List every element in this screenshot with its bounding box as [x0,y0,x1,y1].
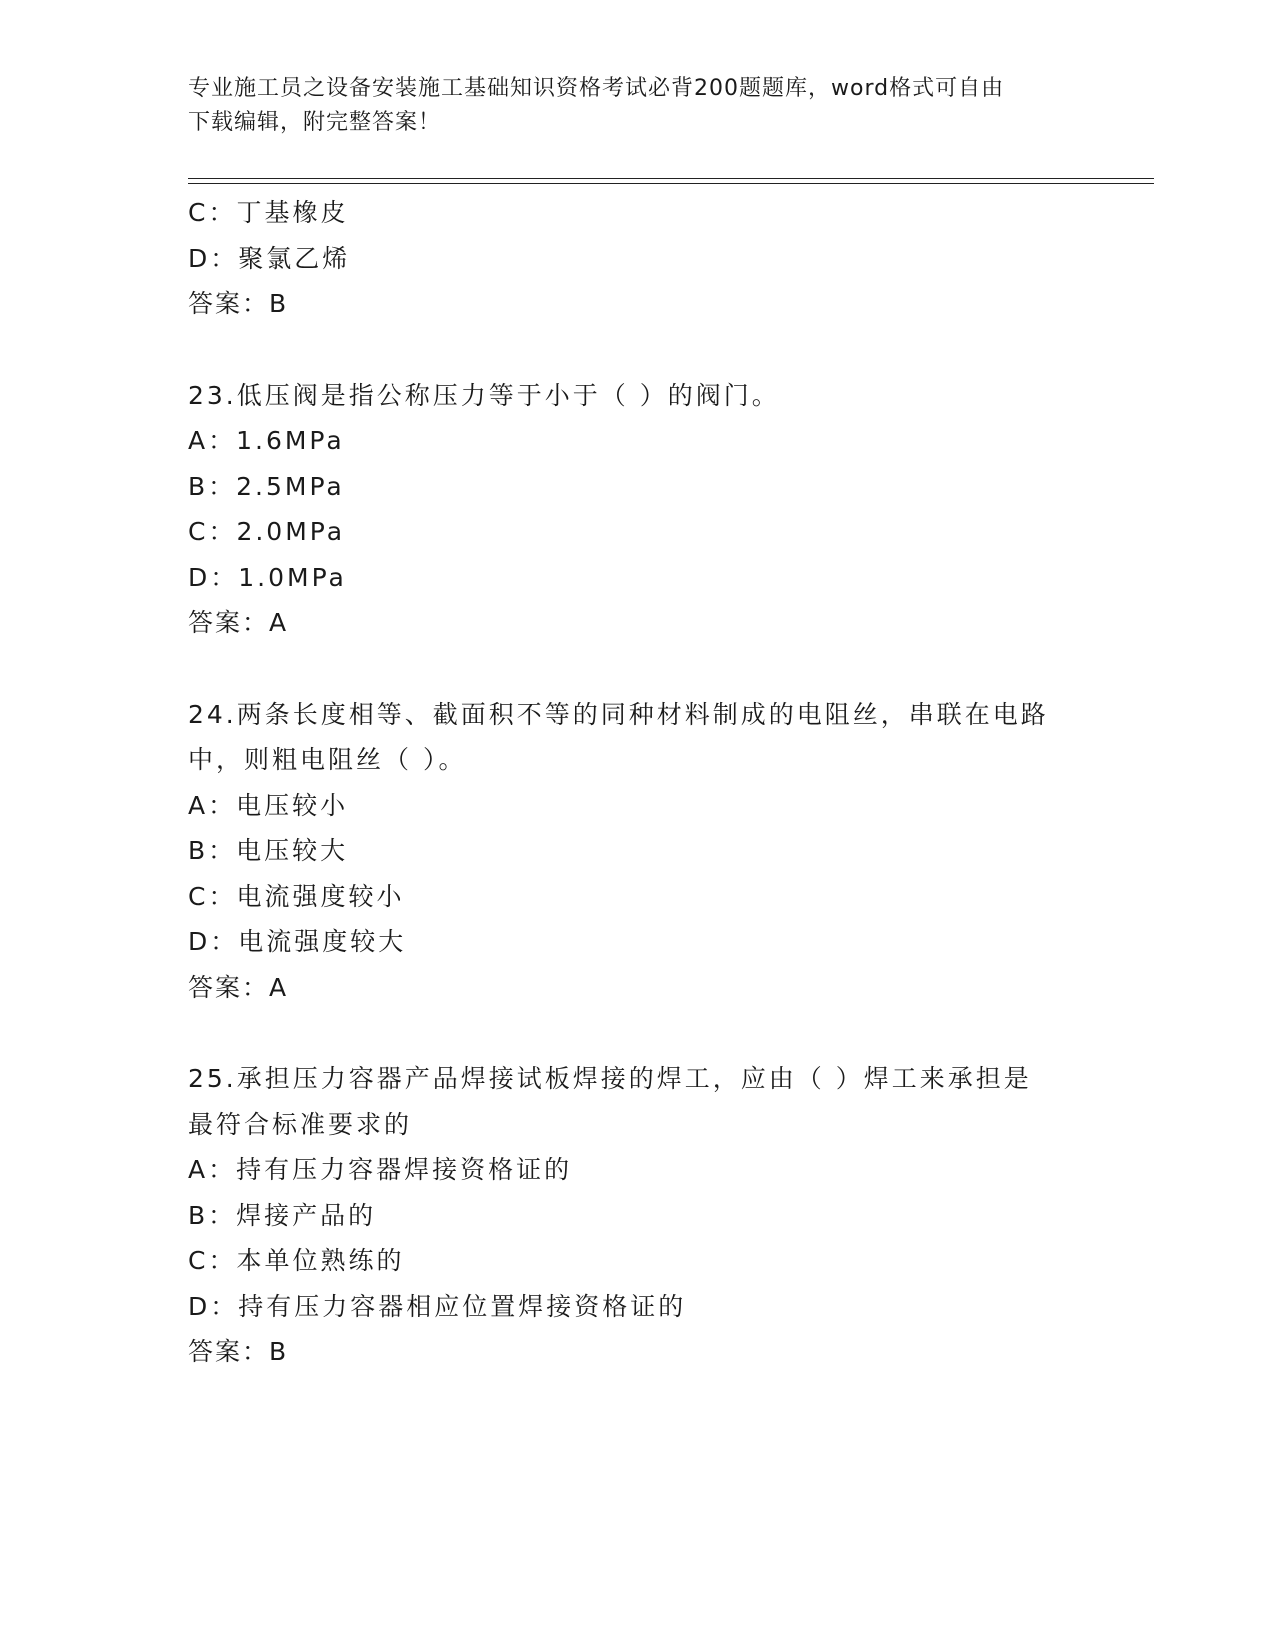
option-c: C：电流强度较小 [188,881,405,911]
answer-line: 答案：B [188,289,289,318]
option-a: A：电压较小 [188,790,349,820]
question-stem-line-1: 25.承担压力容器产品焊接试板焊接的焊工，应由（ ）焊工来承担是 [188,1064,1032,1093]
option-b: B：焊接产品的 [188,1200,377,1230]
question-list [188,190,1088,1375]
option-a: A：持有压力容器焊接资格证的 [188,1155,573,1184]
question-25 [188,1056,1088,1375]
option-d: D：聚氯乙烯 [188,243,351,273]
spacer [188,1010,1088,1056]
question-stem-line-2: 中，则粗电阻丝（ ）。 [188,745,467,774]
option-c: C：2.0MPa [188,517,346,546]
option-d: D：电流强度较大 [188,927,407,956]
header-divider-top [188,178,1154,179]
option-b: B：2.5MPa [188,471,345,501]
option-b: B：电压较大 [188,836,349,865]
question-stem: 23.低压阀是指公称压力等于小于（ ）的阀门。 [188,380,780,410]
answer-line: 答案：A [188,972,289,1002]
option-d: D：持有压力容器相应位置焊接资格证的 [188,1291,687,1321]
question-stem-line-2: 最符合标准要求的 [188,1109,413,1139]
answer-line: 答案：A [188,608,289,637]
header-divider-bottom [188,183,1154,184]
option-c: C：本单位熟练的 [188,1246,405,1275]
question-23 [188,373,1088,646]
document-header [188,72,1068,140]
header-line-1: 专业施工员之设备安装施工基础知识资格考试必背200题题库，word格式可自由 [188,76,1005,101]
spacer [188,327,1088,373]
spacer [188,646,1088,692]
option-a: A：1.6MPa [188,426,345,455]
option-c: C：丁基橡皮 [188,198,349,227]
question-stem-line-1: 24.两条长度相等、截面积不等的同种材料制成的电阻丝，串联在电路 [188,699,1049,729]
option-d: D：1.0MPa [188,562,347,592]
question-24 [188,692,1088,1011]
answer-line: 答案：B [188,1337,289,1366]
header-line-2: 下载编辑，附完整答案！ [188,110,442,135]
question-22-continued [188,190,1088,327]
